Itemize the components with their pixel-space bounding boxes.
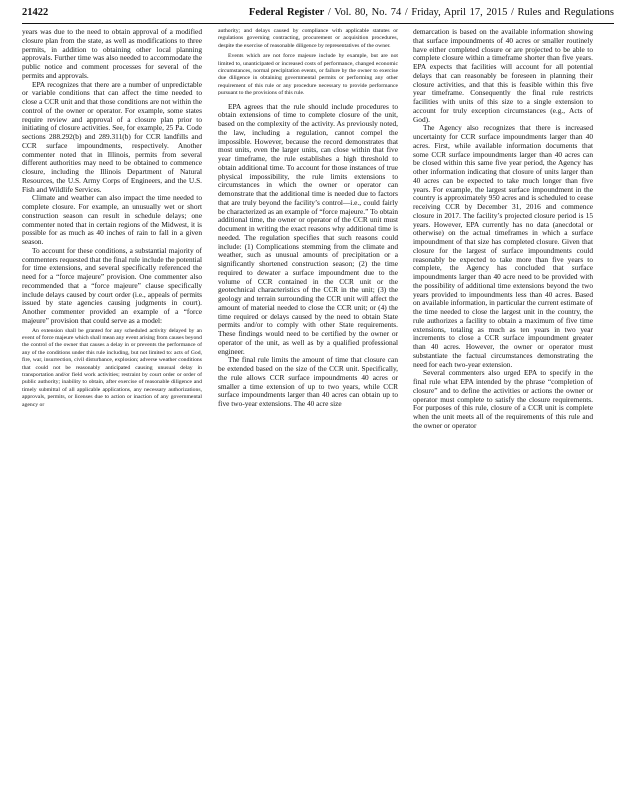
header-rule bbox=[22, 23, 614, 24]
text-column-1 bbox=[22, 28, 202, 796]
volume-date-line: / Vol. 80, No. 74 / Friday, April 17, 2015 / Rules and Regulations bbox=[327, 7, 614, 18]
text-column-2 bbox=[218, 28, 398, 796]
page-number: 21422 bbox=[22, 7, 49, 18]
body-paragraph: To account for these conditions, a substantial majority of commenters requested that the final rule include the potential for time extensions, and several specifically referenced the need for a “force majeure” provision. One commenter also recommended that a “force majeure” clause specifically include delays caused by court order (i.e., appeals of permits issued by state agencies causing judgments in court). Another commenter provided an example of a “force majeure” provision that could serve as a model: bbox=[22, 245, 202, 325]
body-paragraph: Climate and weather can also impact the time needed to complete closure. For example, an unusually wet or short construction season can result in schedule delays; one commenter noted that in certain regions of the Midwest, it is possible for as much as 40 inches of rain to fall in a given season. bbox=[22, 193, 202, 246]
body-paragraph: EPA agrees that the rule should include procedures to obtain extensions of time to complete closure of the unit, based on the complexity of the activity. As previously noted, the law, including a regulation, cannot compel the impossible. However, because the record demonstrates that most units, even the larger units, can close within that five year timeframe, the rule establishes a high threshold to obtain additional time. To account for those instances of true physical impossibility, the rule limits extensions to circumstances in which the owner or operator can demonstrate that the additional time is needed due to factors that are truly beyond the facility’s control—i.e., could fairly be characterized as an example of “force majeure.” To obtain additional time, the owner or operator of the CCR unit must document in writing the exact reasons why additional time is needed. The regulation specifies that such reasons could include: (1) Complications stemming from the climate and weather, such as unusual amounts of precipitation or a significantly shortened construction season; (2) the time required to dewater a surface impoundment due to the volume of CCR contained in the CCR unit or the geotechnical characteristics of the CCR in the unit; (3) the geology and terrain surrounding the CCR unit will affect the amount of material needed to close the CCR unit; or (4) the time required or delays caused by the need to obtain State permits and/or to comply with other State requirements. These findings would need to be certified by the owner or operator of the unit, as well as by a qualified professional engineer. bbox=[218, 101, 398, 356]
body-paragraph: demarcation is based on the available information showing that surface impoundments of 40 acres or smaller routinely have either completed closure or are projected to be able to complete closure within a timeframe shorter than five years. EPA expects that facilities will account for all potential delays that can reasonably be foreseen in planning their closure activities, and that this is feasible within this five year timeframe. Consequently the final rule restricts facilities with units of this size to a single extension to account for truly exception circumstances (e.g., Acts of God). bbox=[413, 28, 593, 124]
body-paragraph: The final rule limits the amount of time that closure can be extended based on the size of the CCR unit. Specifically, the rule allows CCR surface impoundments 40 acres or smaller a time extension of up to two years, while CCR surface impoundments larger than 40 acres can obtain up to five two-year extensions. The 40 acre size bbox=[218, 355, 398, 409]
publication-title: Federal Register bbox=[248, 7, 325, 18]
block-quote-paragraph: authority; and delays caused by compliance with applicable statutes or regulations governing contracting, procurement or acquisition procedures, despite the exercise of reasonable diligence by representatives of the owner. bbox=[218, 28, 398, 49]
body-paragraph: Several commenters also urged EPA to specify in the final rule what EPA intended by the phrase “completion of closure” and to define the activities or actions the owner or operator must complete to satisfy the closure requirements. For purposes of this rule, closure of a CCR unit is complete when the unit meets all of the requirements of this rule and the owner or operator bbox=[413, 368, 593, 430]
running-header bbox=[22, 5, 614, 21]
body-paragraph: years was due to the need to obtain approval of a modified closure plan from the state, as well as modifications to three permits, in addition to obtaining other local planning approvals. Further time was also needed to accommodate the public notice and comment processes for several of the permits and approvals. bbox=[22, 28, 202, 80]
running-head-text bbox=[249, 5, 614, 21]
block-quote-paragraph: An extension shall be granted for any scheduled activity delayed by an event of force majeure which shall mean any event arising from causes beyond the control of the owner that causes a delay in or prevents the performance of any of the conditions under this rule including, but not limited to: acts of God, fire, war, insurrection, civil disturbance, explosion; adverse weather conditions that could not be reasonably anticipated causing unusual delay in transportation and/or field work activities; restraint by court order or order of public authority; inability to obtain, after exercise of reasonable diligence and timely submittal of all applicable applications, any necessary authorizations, approvals, permits, or licenses due to action or inaction of any governmental agency or bbox=[22, 327, 202, 408]
body-paragraph: The Agency also recognizes that there is increased uncertainty for CCR surface impoundments larger than 40 acres. First, while available information documents that some CCR surface impoundments larger than 40 acres can be closed within this same five year period, the Agency has other information indicating that closure of units larger than 40 acres can be expected to take much longer than five years. For example, the largest surface impoundment in the country is approximately 950 acres and is scheduled to cease receiving CCR by December 31, 2016 and commence closure in 2017. The facility’s projected closure period is 15 years. However, EPA currently has no data (anecdotal or otherwise) on the actual timeframes in which a surface impoundment of that size has completed closure. Given that closure for the largest of surface impoundments could reasonably be expected to take more than five years to complete, the Agency has concluded that surface impoundments larger than 40 acre need to be provided with the possibility of additional time extensions beyond the two years provided to impoundments less than 40 acres. Based on available information, in particular the current estimate of the time needed to close the largest unit in the country, the rule authorizes a facility to obtain a maximum of five time extensions, totaling as much as ten years in two year increments to close a CCR surface impoundment greater than 40 acres. However, the owner or operator must substantiate the factual circumstances demonstrating the need for each two-year extension. bbox=[413, 123, 593, 369]
text-column-3 bbox=[413, 28, 593, 796]
body-paragraph: EPA recognizes that there are a number of unpredictable or variable conditions that can affect the time needed to close a CCR unit and that those conditions are not within the control of the owner or operator. For example, some states require review and approval of a closure plan prior to initiating of closure activities. See, for example, 25 Pa. Code sections 288.292(b) and 289.311(b) for CCR landfills and CCR surface impoundments, respectively. Another commenter noted that in Illinois, permits from several different authorities may need to be obtained to commence closure, including the Illinois Department of Natural Resources, the U.S. Army Corps of Engineers, and the U.S. Fish and Wildlife Services. bbox=[22, 79, 202, 194]
block-quote-paragraph: Events which are not force majeure include by example, but are not limited to, unanticipated or increased costs of performance, changed economic circumstances, normal precipitation events, or failure by the owner to exercise due diligence in obtaining governmental permits or performing any other requirement of this rule or any procedure necessary to provide performance pursuant to the provisions of this rule. bbox=[218, 53, 398, 97]
